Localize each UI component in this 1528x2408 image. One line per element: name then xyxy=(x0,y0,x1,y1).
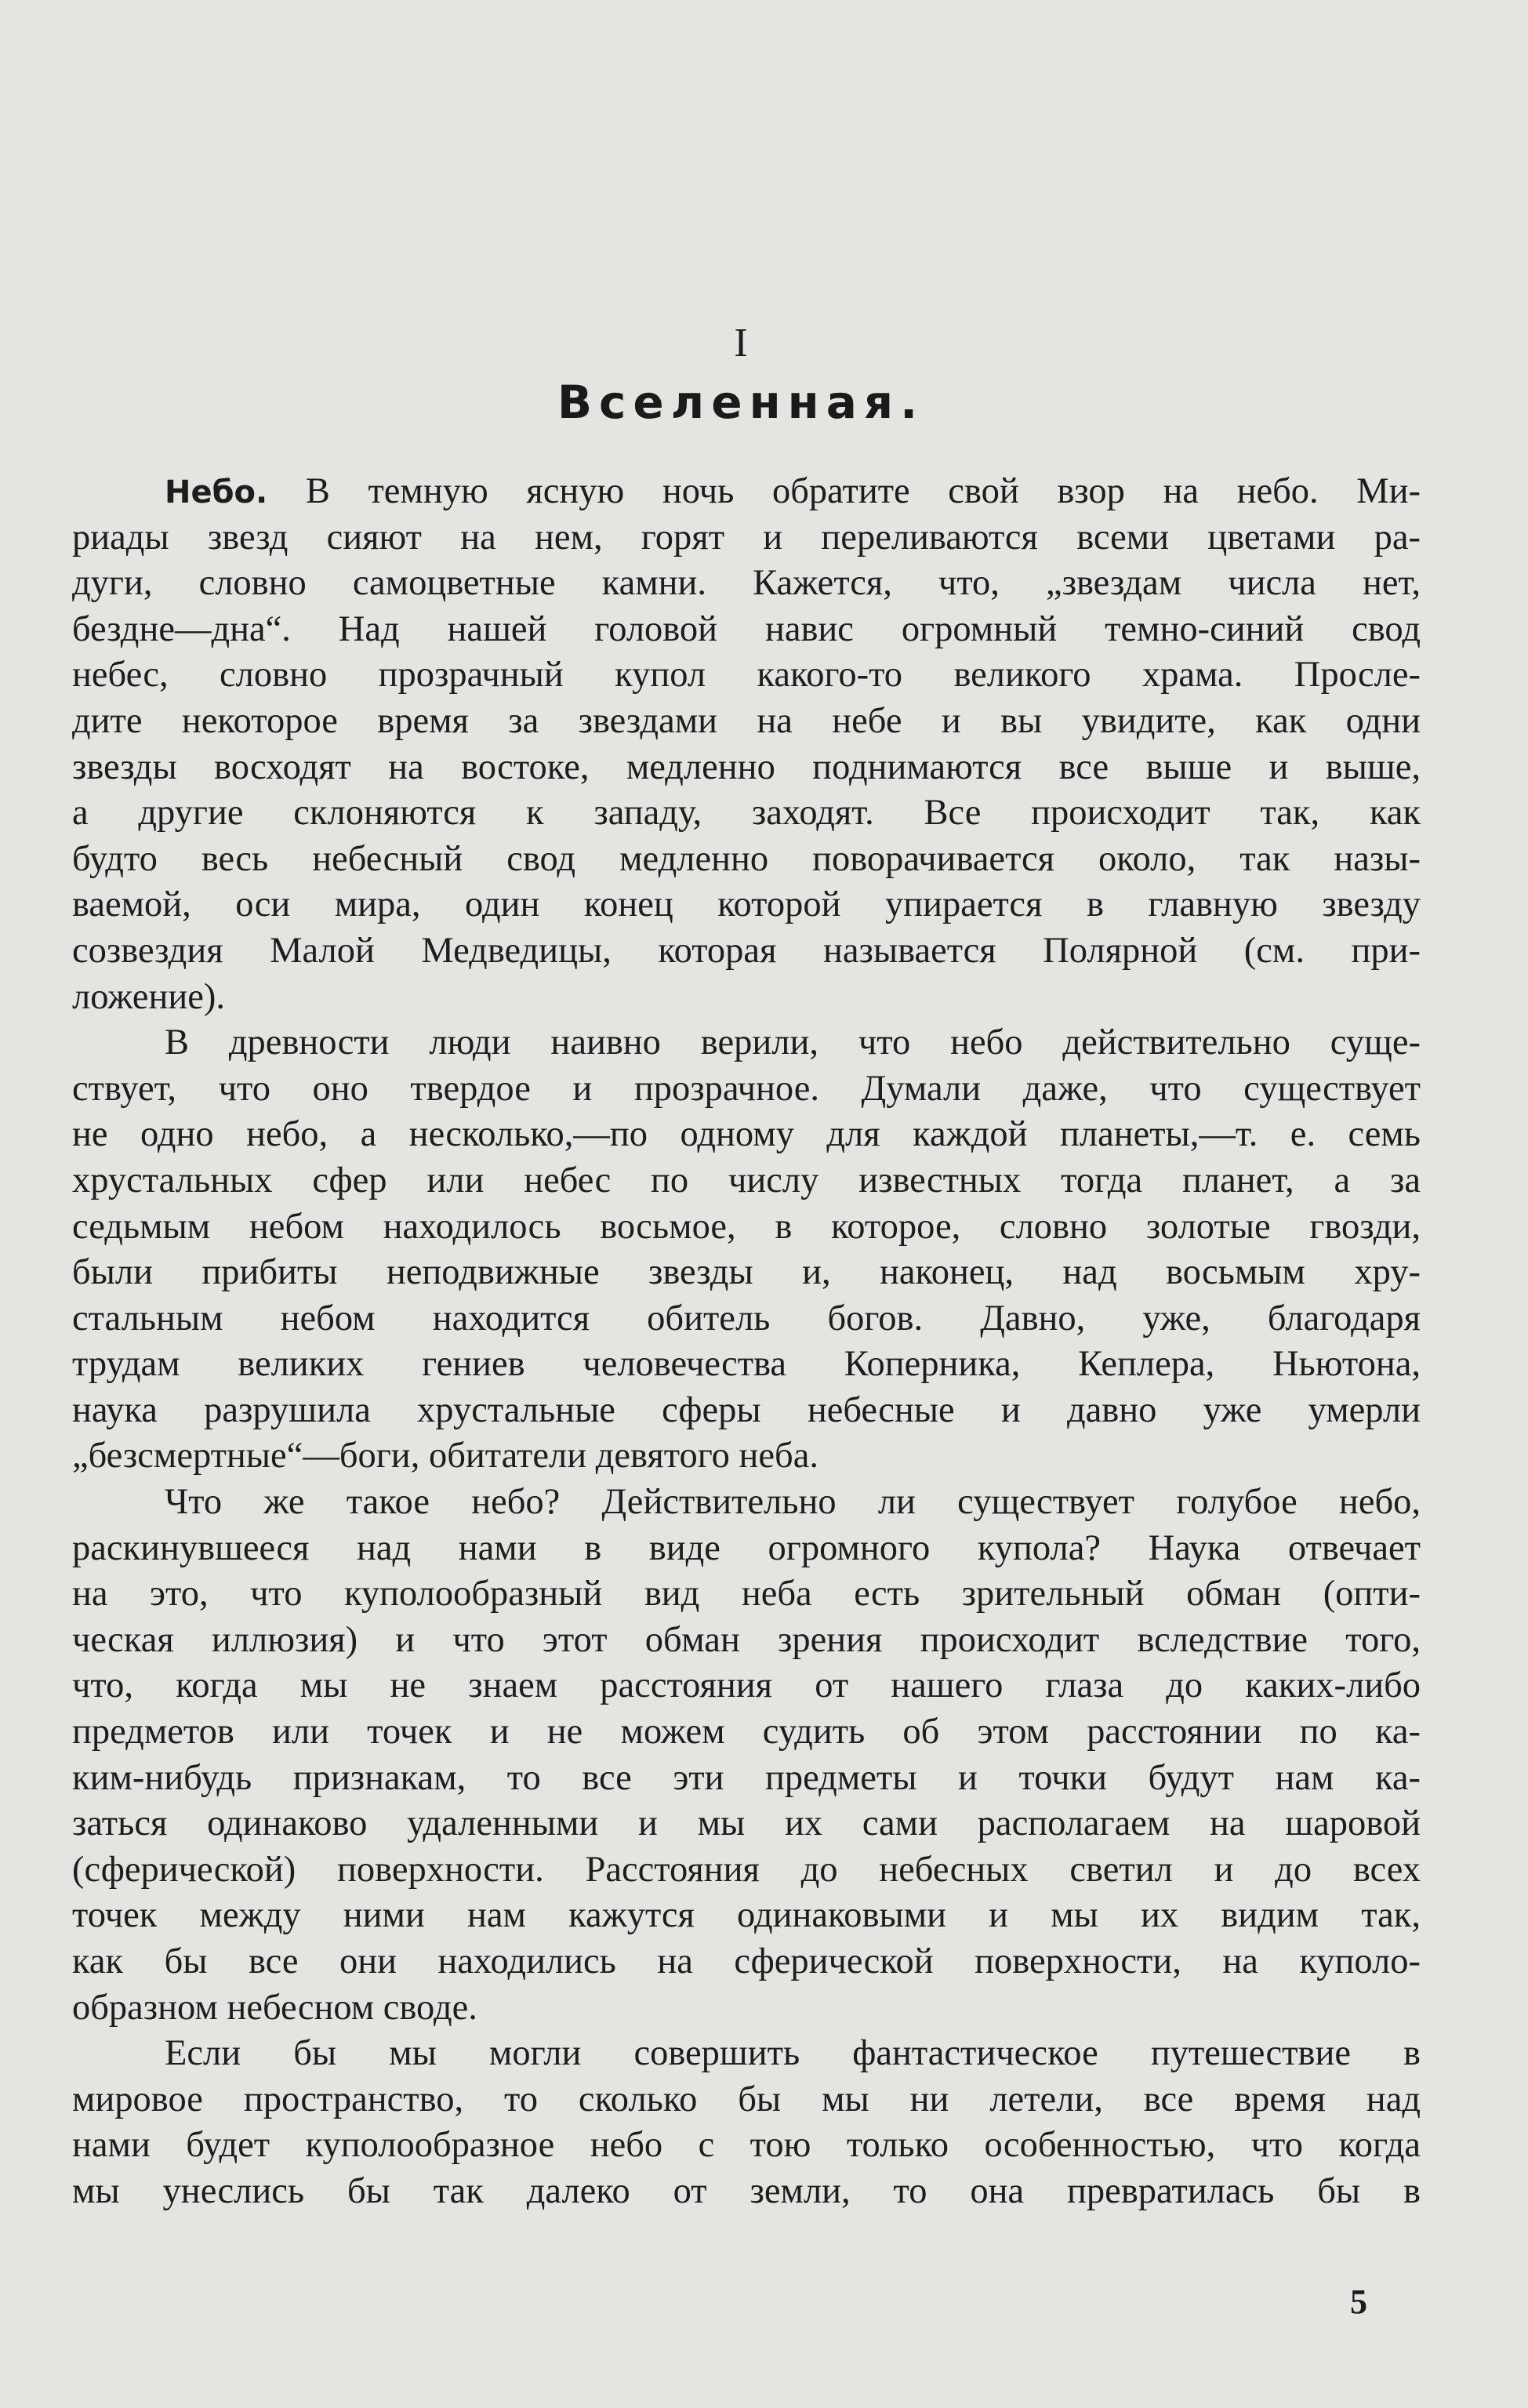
text-line: раскинувшееся над нами в виде огромного купола? Наука отвечает xyxy=(72,1527,1421,1568)
text-line: трудам великих гениев человечества Коперника, Кеплера, Ньютона, xyxy=(72,1344,1421,1385)
text-line: а другие склоняются к западу, заходят. Все происходит так, как xyxy=(72,793,1421,834)
text-line: мы унеслись бы так далеко от земли, то она превратилась бы в xyxy=(72,2170,1421,2211)
text-line: (сферической) поверхности. Расстояния до небесных светил и до всех xyxy=(72,1849,1421,1890)
text-line: будто весь небесный свод медленно поворачивается около, так назы- xyxy=(72,838,1421,879)
text-line: дите некоторое время за звездами на небе и вы увидите, как одни xyxy=(72,700,1421,741)
text-line: ваемой, оси мира, один конец которой упирается в главную звезду xyxy=(72,884,1421,925)
text-line: наука разрушила хрустальные сферы небесные и давно уже умерли xyxy=(72,1389,1421,1430)
text-line: Если бы мы могли совершить фантастическое путешествие в xyxy=(165,2033,1421,2074)
text-line: Что же такое небо? Действительно ли существует голубое небо, xyxy=(165,1482,1421,1523)
text-line: „безсмертные“—боги, обитатели девятого неба. xyxy=(72,1436,818,1476)
chapter-number: I xyxy=(734,321,748,365)
text-line: на это, что куполообразный вид неба есть зрительный обман (опти- xyxy=(72,1574,1421,1614)
text-line: Небо. В темную ясную ночь обратите свой взор на небо. Ми- xyxy=(165,471,1421,511)
text-line: как бы все они находились на сферической поверхности, на куполо- xyxy=(72,1941,1421,1981)
paragraph-lead: Небо. xyxy=(165,474,268,510)
text-line: ложение). xyxy=(72,976,225,1017)
text-line: не одно небо, а несколько,—по одному для каждой планеты,—т. е. семь xyxy=(72,1114,1421,1155)
text-line: звезды восходят на востоке, медленно поднимаются все выше и выше, xyxy=(72,746,1421,787)
page-number: 5 xyxy=(1350,2283,1367,2321)
text-line: дуги, словно самоцветные камни. Кажется, что, „звездам числа нет, xyxy=(72,563,1421,604)
paragraph xyxy=(72,469,1421,1020)
text-line: бездне—дна“. Над нашей головой навис огромный темно-синий свод xyxy=(72,608,1421,649)
text-line: мировое пространство, то сколько бы мы ни летели, все время над xyxy=(72,2079,1421,2119)
text-line: хрустальных сфер или небес по числу известных тогда планет, а за xyxy=(72,1160,1421,1200)
text-line: ческая иллюзия) и что этот обман зрения происходит вследствие того, xyxy=(72,1619,1421,1660)
paragraph xyxy=(72,1020,1421,1480)
chapter-title: Вселенная. xyxy=(557,376,925,429)
text-line: стальным небом находится обитель богов. Давно, уже, благодаря xyxy=(72,1298,1421,1338)
text-line: риады звезд сияют на нем, горят и переливаются всеми цветами ра- xyxy=(72,517,1421,558)
text-line: что, когда мы не знаем расстояния от нашего глаза до каких-либо xyxy=(72,1665,1421,1706)
text-line: созвездия Малой Медведицы, которая называется Полярной (см. при- xyxy=(72,930,1421,971)
text-line: седьмым небом находилось восьмое, в которое, словно золотые гвозди, xyxy=(72,1206,1421,1247)
text-line: нами будет куполообразное небо с тою только особенностью, что когда xyxy=(72,2125,1421,2166)
text-line: ствует, что оно твердое и прозрачное. Думали даже, что существует xyxy=(72,1068,1421,1109)
text-line: были прибиты неподвижные звезды и, наконец, над восьмым хру- xyxy=(72,1252,1421,1293)
text-line: образном небесном своде. xyxy=(72,1987,477,2028)
text-line: В древности люди наивно верили, что небо действительно суще- xyxy=(165,1022,1421,1063)
text-line: заться одинаково удаленными и мы их сами располагаем на шаровой xyxy=(72,1803,1421,1844)
body-text xyxy=(72,469,1421,2215)
text-line: ким-нибудь признакам, то все эти предметы и точки будут нам ка- xyxy=(72,1757,1421,1798)
paragraph xyxy=(72,2031,1421,2214)
text-line: предметов или точек и не можем судить об этом расстоянии по ка- xyxy=(72,1712,1421,1752)
text-line: небес, словно прозрачный купол какого-то великого храма. Просле- xyxy=(72,655,1421,696)
paragraph xyxy=(72,1480,1421,2031)
text-line: точек между ними нам кажутся одинаковыми и мы их видим так, xyxy=(72,1895,1421,1936)
